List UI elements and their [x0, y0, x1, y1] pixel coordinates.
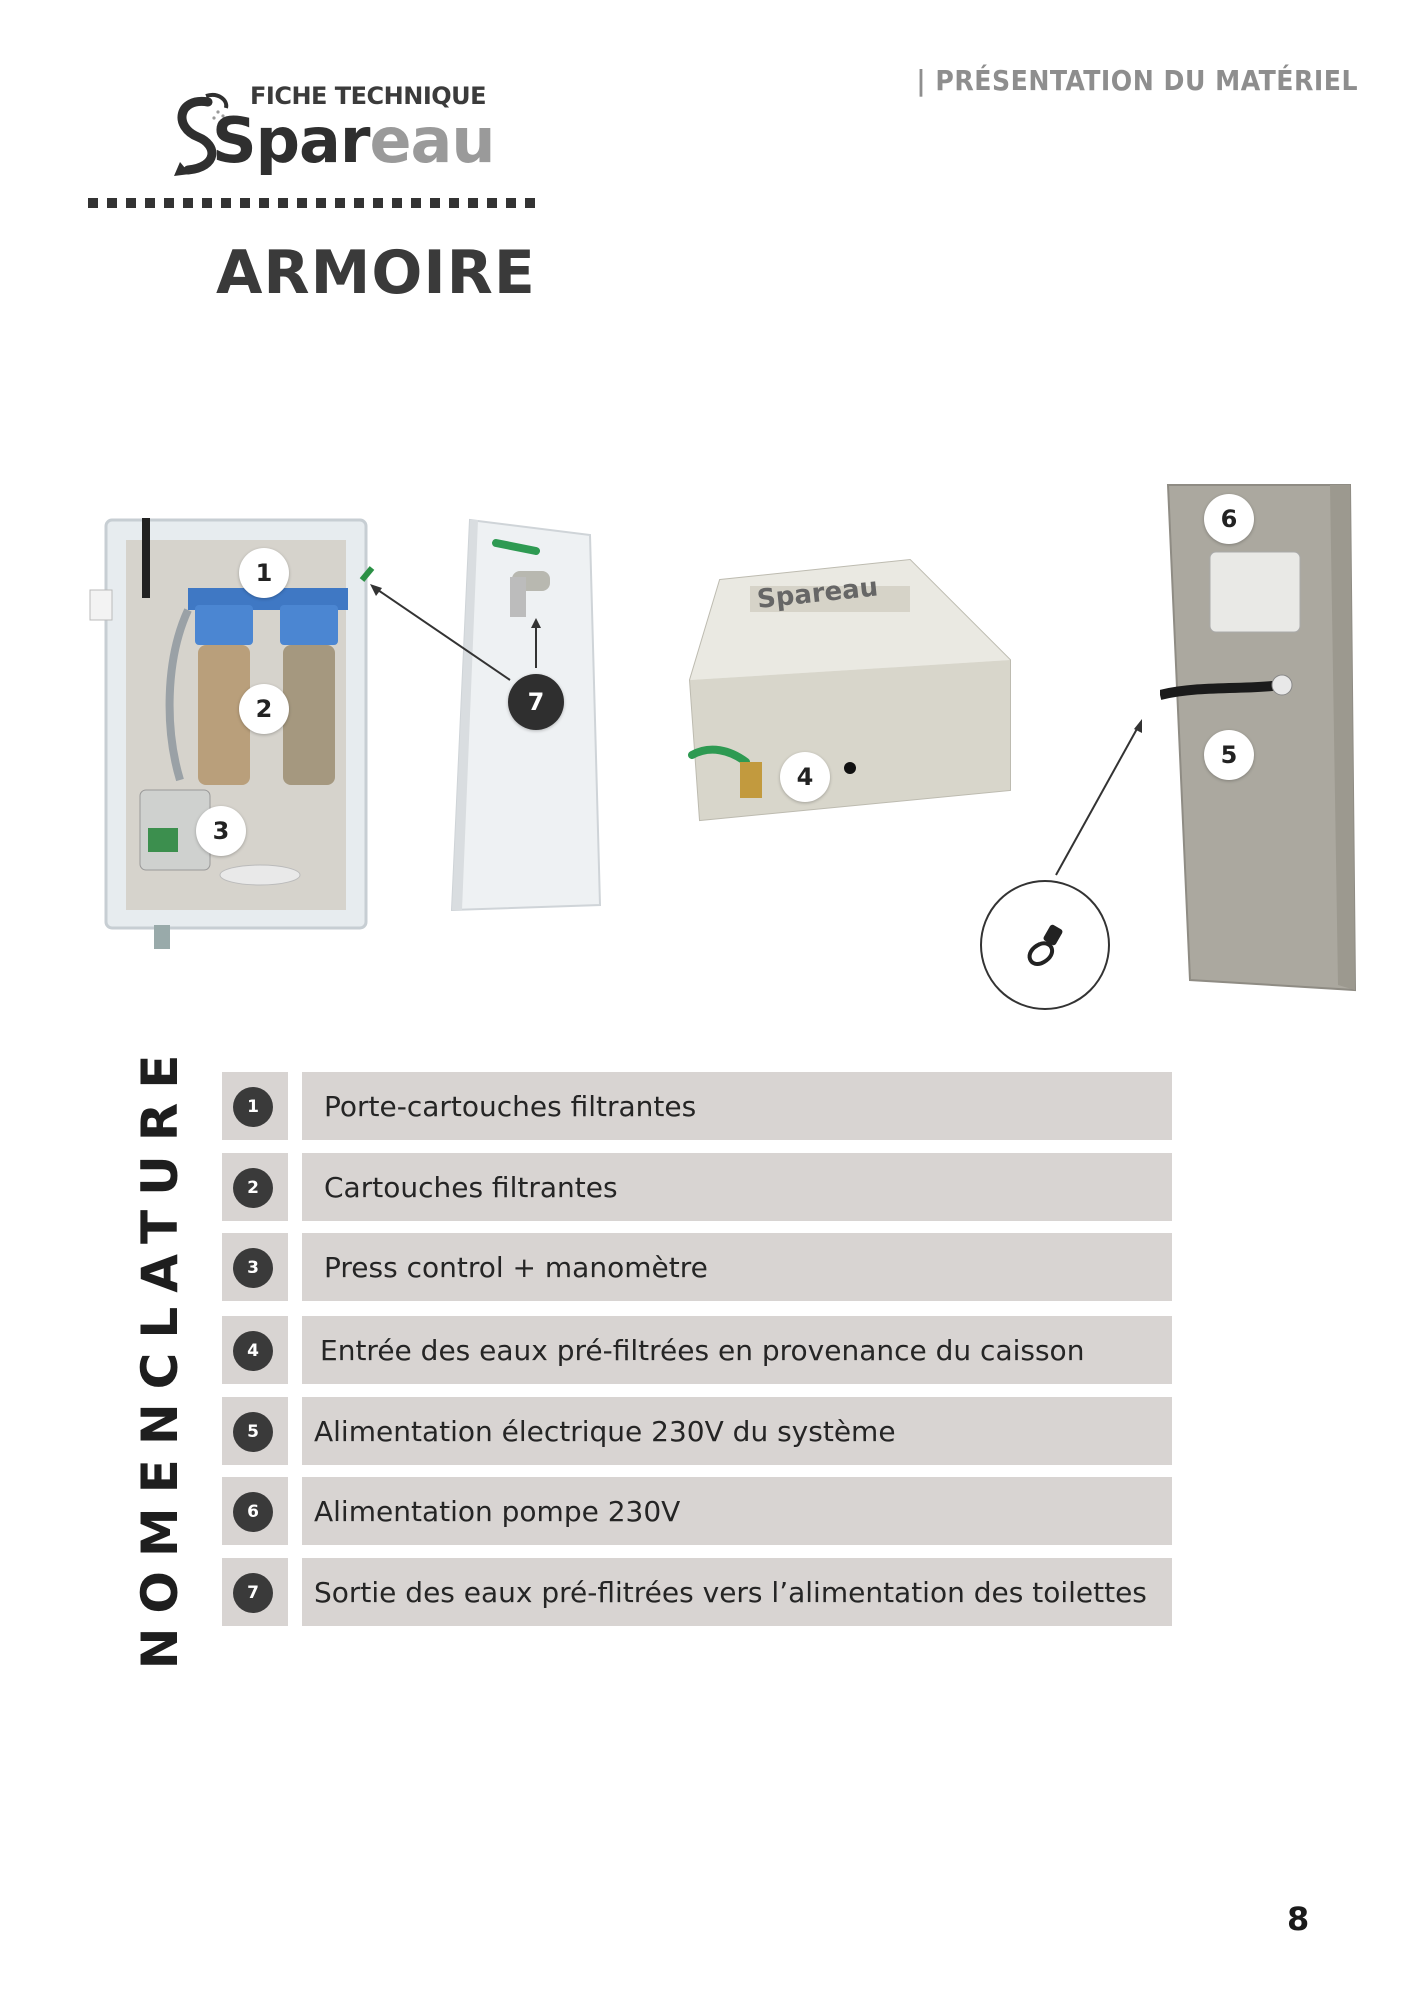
- item-label: Cartouches filtrantes: [324, 1170, 618, 1204]
- fiche-technique-label: FICHE TECHNIQUE: [250, 82, 487, 110]
- item-number: 1: [233, 1087, 273, 1127]
- item-label: Alimentation électrique 230V du système: [314, 1414, 896, 1448]
- section-title: | PRÉSENTATION DU MATÉRIEL: [916, 64, 1358, 97]
- nomenclature-row-3: [222, 1233, 1172, 1301]
- power-cable-icon: [980, 880, 1110, 1010]
- item-label: Entrée des eaux pré-filtrées en provenance du caisson: [320, 1333, 1085, 1367]
- photo-marker-1: 1: [239, 548, 289, 598]
- item-label-box: [302, 1072, 1172, 1140]
- open-cabinet-photo: [70, 510, 390, 950]
- brand-part-2: eau: [369, 104, 495, 177]
- item-label-box: [302, 1316, 1172, 1384]
- dotted-divider: [88, 198, 540, 208]
- photo-marker-3: 3: [196, 806, 246, 856]
- item-number-box: [222, 1153, 288, 1221]
- item-number-box: [222, 1397, 288, 1465]
- item-label-box: [302, 1153, 1172, 1221]
- photo-marker-6: 6: [1204, 494, 1254, 544]
- nomenclature-row-1: [222, 1072, 1172, 1140]
- brand-part-1: Spar: [212, 104, 370, 177]
- item-number-box: [222, 1477, 288, 1545]
- pointer-arrow-5: [1050, 715, 1150, 885]
- item-label-box: [302, 1558, 1172, 1626]
- item-number: 5: [233, 1412, 273, 1452]
- nomenclature-heading: [131, 1040, 189, 1670]
- item-number: 4: [233, 1331, 273, 1371]
- item-label: Alimentation pompe 230V: [314, 1494, 681, 1528]
- pointer-arrows-7: [360, 570, 550, 700]
- cabinet-back-photo: [1160, 480, 1360, 1000]
- nomenclature-heading-text: NOMENCLATURE: [131, 1040, 189, 1670]
- item-number: 7: [233, 1573, 273, 1613]
- item-label: Press control + manomètre: [324, 1250, 708, 1284]
- nomenclature-row-2: [222, 1153, 1172, 1221]
- item-number: 3: [233, 1248, 273, 1288]
- nomenclature-row-5: [222, 1397, 1172, 1465]
- nomenclature-row-7: [222, 1558, 1172, 1626]
- nomenclature-row-4: [222, 1316, 1172, 1384]
- nomenclature-row-6: [222, 1477, 1172, 1545]
- item-label: Porte-cartouches filtrantes: [324, 1089, 697, 1123]
- cabinet-front-photo: [680, 550, 1020, 830]
- item-number-box: [222, 1558, 288, 1626]
- photo-marker-5: 5: [1204, 730, 1254, 780]
- photo-marker-4: 4: [780, 752, 830, 802]
- photo-marker-7: 7: [508, 674, 564, 730]
- photo-marker-2: 2: [239, 684, 289, 734]
- item-number: 2: [233, 1168, 273, 1208]
- item-number-box: [222, 1316, 288, 1384]
- photo-brand-label: Spareau: [755, 572, 880, 615]
- item-label-box: [302, 1477, 1172, 1545]
- item-label-box: [302, 1233, 1172, 1301]
- item-label: Sortie des eaux pré-flitrées vers l’alimentation des toilettes: [314, 1575, 1147, 1609]
- page-title: ARMOIRE: [216, 238, 536, 308]
- item-label-box: [302, 1397, 1172, 1465]
- brand-name: [212, 104, 494, 177]
- item-number-box: [222, 1233, 288, 1301]
- item-number-box: [222, 1072, 288, 1140]
- page-number: 8: [1287, 1900, 1310, 1938]
- item-number: 6: [233, 1492, 273, 1532]
